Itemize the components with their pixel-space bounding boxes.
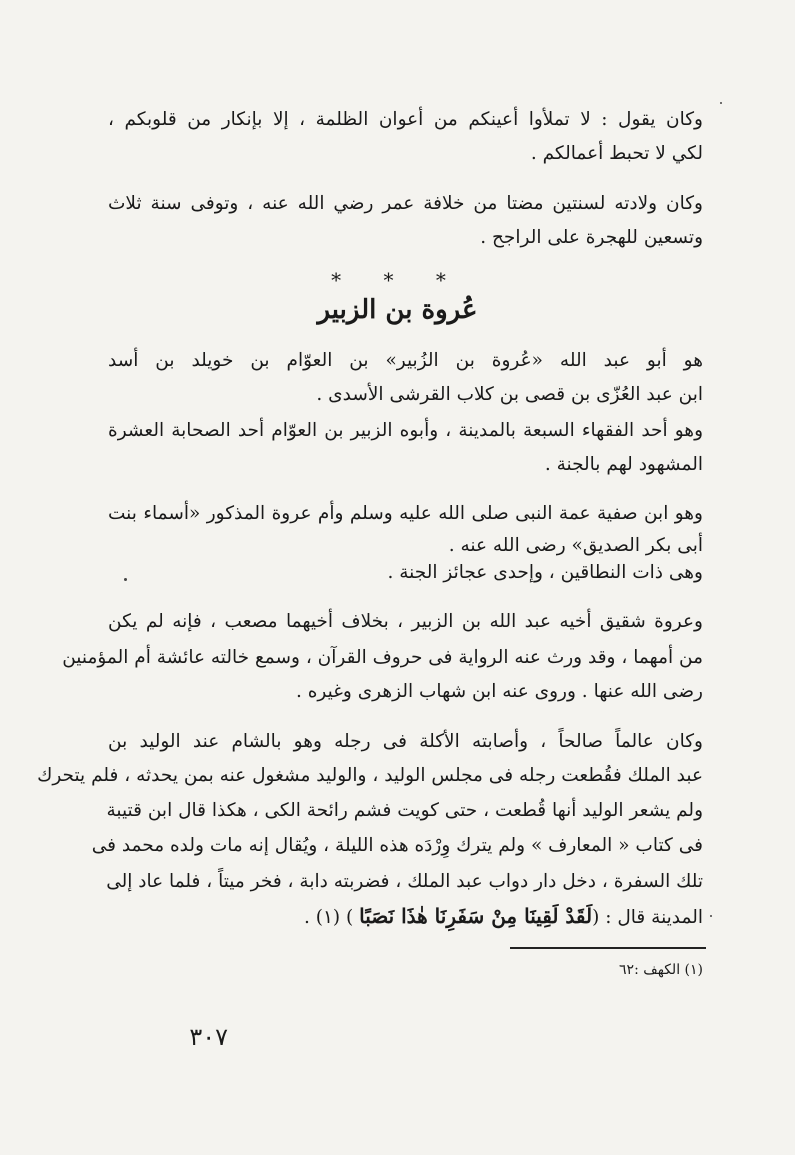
- paragraph-line-with-verse: [108, 899, 703, 935]
- paragraph-line: عبد الملك فقُطعت رجله فى مجلس الوليد ، والوليد مشغول عنه بمن يحدثه ، فلم يتحرك: [37, 765, 703, 786]
- quran-verse: لَقَدْ لَقِينَا مِنْ سَفَرِنَا هٰذَا نَصَبًا: [359, 904, 593, 928]
- paragraph-line: وكان عالماً صالحاً ، وأصابته الأكلة فى رجله وهو بالشام عند الوليد بن: [108, 731, 703, 752]
- paragraph-line: ابن عبد العُزّى بن قصى بن كلاب القرشى الأسدى .: [316, 384, 703, 405]
- section-separator: * * *: [331, 268, 464, 292]
- paragraph-line: وكان ولادته لسنتين مضتا من خلافة عمر رضي الله عنه ، وتوفى سنة ثلاث: [108, 193, 703, 214]
- paragraph-line: تلك السفرة ، دخل دار دواب عبد الملك ، فضربته دابة ، فخر ميتاً ، فلما عاد إلى: [106, 871, 703, 892]
- paragraph-line: أبى بكر الصديق» رضى الله عنه .: [448, 535, 703, 556]
- scan-speck: [710, 915, 712, 917]
- paragraph-line: من أمهما ، وقد ورث عنه الرواية فى حروف القرآن ، وسمع خالته عائشة أم المؤمنين: [62, 647, 703, 668]
- verse-prefix: المدينة قال : (: [592, 907, 703, 928]
- section-title: عُروة بن الزبير: [317, 295, 478, 325]
- paragraph-line: المشهود لهم بالجنة .: [544, 454, 703, 475]
- paragraph-line: وتسعين للهجرة على الراجح .: [480, 227, 703, 248]
- paragraph-line: وهى ذات النطاقين ، وإحدى عجائز الجنة .: [387, 562, 703, 583]
- paragraph-line: ولم يشعر الوليد أنها قُطعت ، حتى كويت فشم رائحة الكى ، هكذا قال ابن قتيبة: [106, 800, 703, 821]
- paragraph-line: هو أبو عبد الله «عُروة بن الزُبير» بن العوّام بن خويلد بن أسد: [108, 350, 703, 371]
- paragraph-line: رضى الله عنها . وروى عنه ابن شهاب الزهرى وغيره .: [295, 681, 703, 702]
- paragraph-line: فى كتاب « المعارف » ولم يترك وِرْدَه هذه الليلة ، ويُقال إنه مات ولده محمد فى: [91, 835, 703, 856]
- footnote-rule: [510, 947, 706, 949]
- paragraph-line: وعروة شقيق أخيه عبد الله بن الزبير ، بخلاف أخيهما مصعب ، فإنه لم يكن: [108, 611, 703, 632]
- paragraph-line: وكان يقول : لا تملأوا أعينكم من أعوان الظلمة ، إلا بإنكار من قلوبكم ،: [108, 109, 703, 130]
- paragraph-line: وهو ابن صفية عمة النبى صلى الله عليه وسلم وأم عروة المذكور «أسماء بنت: [108, 503, 703, 524]
- paragraph-line: لكي لا تحبط أعمالكم .: [530, 143, 703, 164]
- scan-speck: [124, 578, 127, 581]
- paragraph-line: وهو أحد الفقهاء السبعة بالمدينة ، وأبوه الزبير بن العوّام أحد الصحابة العشرة: [108, 420, 703, 441]
- page-number: ٣٠٧: [189, 1023, 228, 1051]
- verse-suffix: ) (١) .: [303, 907, 354, 928]
- footnote: (١) الكهف :٦٢: [619, 962, 703, 978]
- scan-speck: [720, 102, 722, 104]
